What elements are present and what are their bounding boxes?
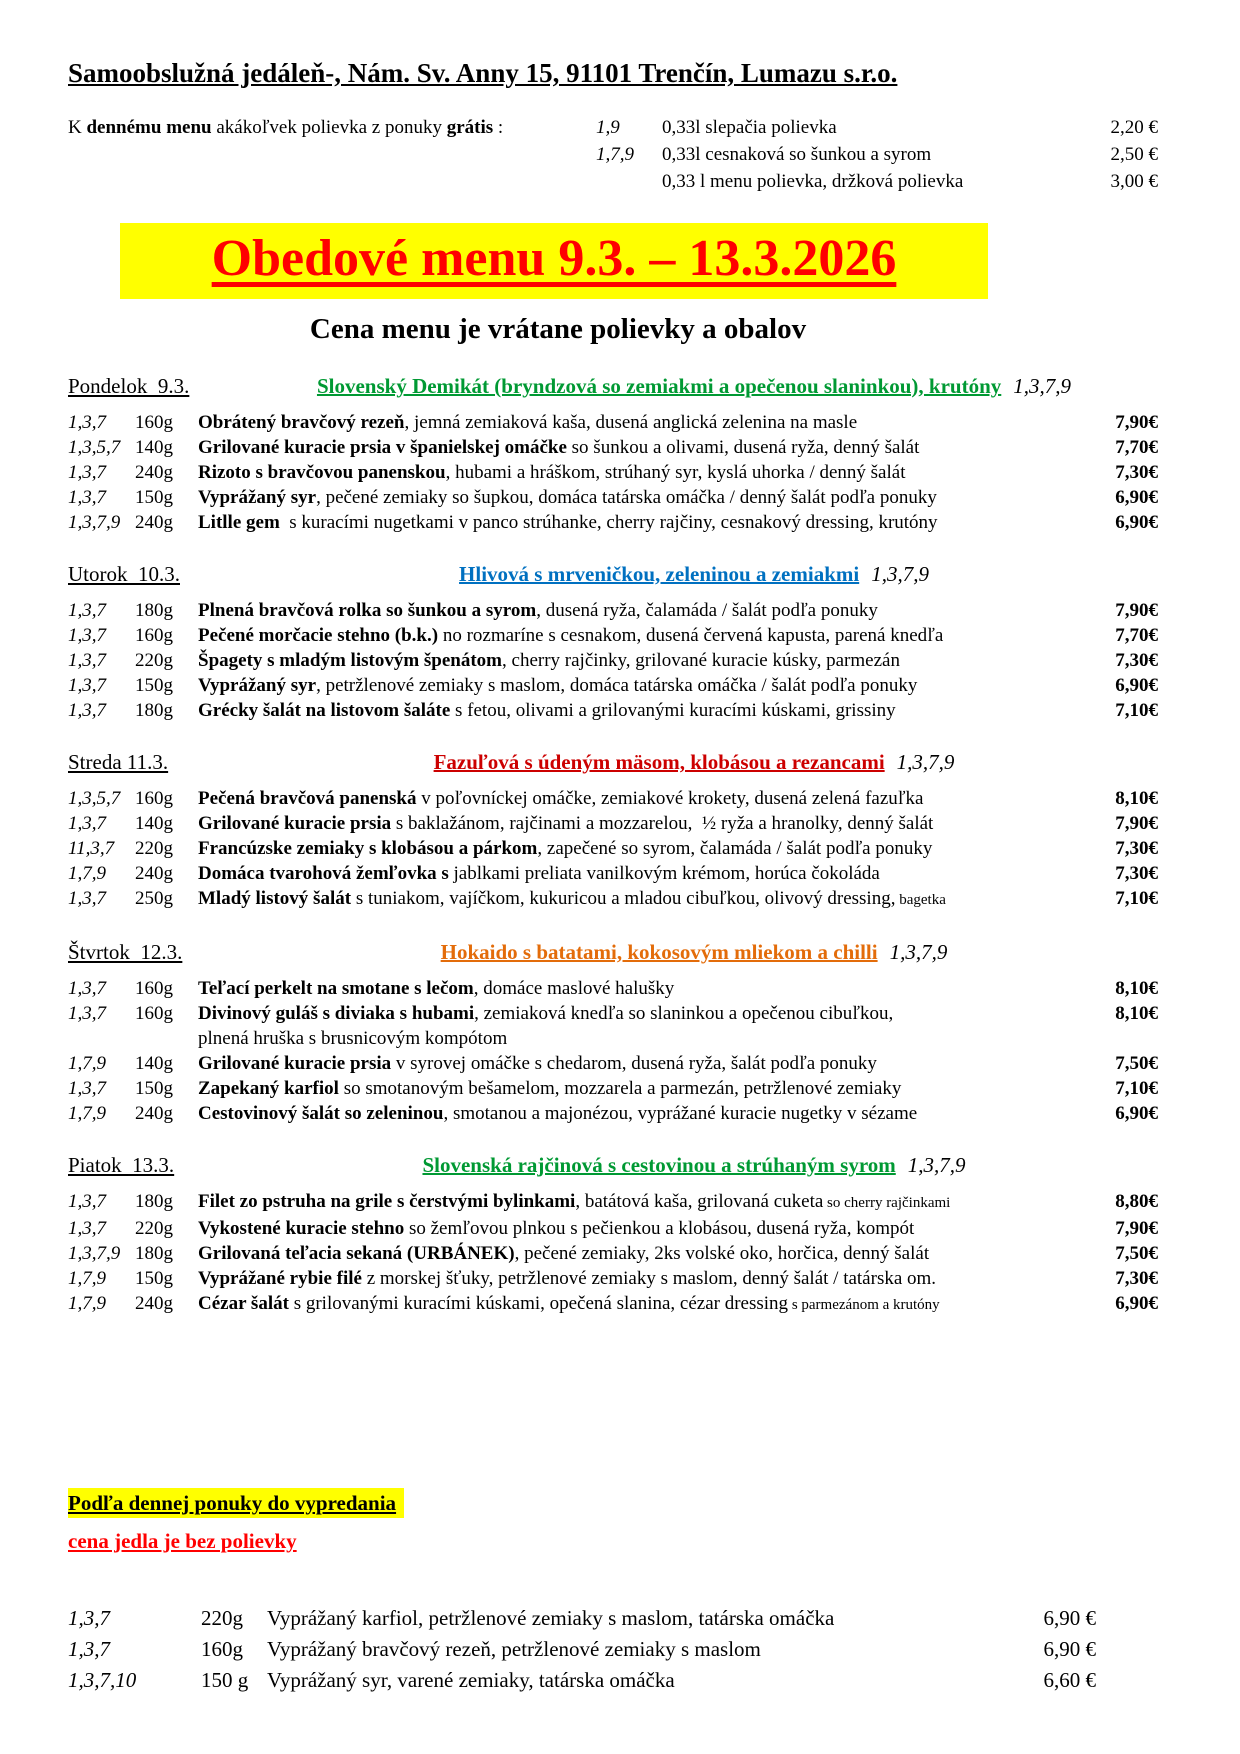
item-text: Pečená bravčová panenská v poľovníckej omáčke, zemiakové krokety, dusená zelená fazuľka [198,788,924,809]
item-price: 8,10€ [1115,788,1158,809]
day-items [68,410,1158,535]
item-text: Plnená bravčová rolka so šunkou a syrom, dusená ryža, čalamáda / šalát podľa ponuky [198,600,878,621]
soup-price: 2,20 € [1110,117,1158,138]
day-items [68,976,1158,1126]
item-text: Teľací perkelt na smotane s lečom, domáce maslové halušky [198,978,675,999]
item-weight: 140g [135,813,173,834]
day-section-utorok [68,561,1158,723]
allergen-code: 1,3,7 [68,888,106,909]
day-header [68,939,1158,966]
day-header [68,561,1158,588]
item-text: Cézar šalát s grilovanými kuracími kúskami, opečená slanina, cézar dressing s parmezánom a krutóny [198,1293,940,1314]
menu-title-banner [120,223,988,299]
item-text: Grécky šalát na listovom šaláte s fetou, olivami a grilovanými kuracími kúskami, grissiny [198,700,896,721]
soup-name: 0,33l slepačia polievka [662,117,837,138]
allergen-code: 1,7,9 [68,1268,106,1289]
item-price: 7,50€ [1115,1243,1158,1264]
daily-offer-footer [68,1488,1158,1696]
item-price: 8,10€ [1115,978,1158,999]
item-price: 7,30€ [1115,1268,1158,1289]
item-text: Pečené morčacie stehno (b.k.) no rozmaríne s cesnakom, dusená červená kapusta, parená knedľa [198,625,944,646]
allergen-code: 1,3,7 [68,1637,110,1661]
soup-name: 0,33l cesnaková so šunkou a syrom [662,144,932,165]
item-price: 7,30€ [1115,863,1158,884]
allergen-code: 1,3,7,9 [896,750,955,774]
day-section-pondelok [68,373,1158,535]
item-text: Zapekaný karfiol so smotanovým bešamelom, mozzarela a parmezán, petržlenové zemiaky [198,1078,902,1099]
item-weight: 150g [135,487,173,508]
item-text: Grilovaná teľacia sekaná (URBÁNEK), pečené zemiaky, 2ks volské oko, horčica, denný šalát [198,1243,930,1264]
allergen-code: 1,3,7 [68,487,106,508]
menu-item [68,435,1158,460]
allergen-code: 1,3,7 [68,813,106,834]
item-price: 7,70€ [1115,625,1158,646]
menu-item [68,861,1158,886]
gratis-row [68,114,1158,141]
menu-item [68,1001,1158,1051]
menu-item [68,811,1158,836]
allergen-code: 1,3,7 [68,1218,106,1239]
item-weight: 180g [135,1243,173,1264]
item-weight: 160g [201,1637,243,1661]
gratis-row [68,168,1158,195]
menu-item [68,673,1158,698]
gratis-row [68,141,1158,168]
item-text: Vyprážaný syr, pečené zemiaky so šupkou, domáca tatárska omáčka / denný šalát podľa ponuky [198,487,937,508]
allergen-code: 1,3,7 [68,978,106,999]
menu-item [68,598,1158,623]
day-soup: Slovenská rajčinová s cestovinou a strúhaným syrom [422,1153,896,1177]
item-weight: 140g [135,1053,173,1074]
menu-subtitle: Cena menu je vrátane polievky a obalov [309,313,807,345]
day-soup: Fazuľová s údeným mäsom, klobásou a rezancami [433,750,885,774]
footer-item [68,1665,1158,1696]
item-weight: 240g [135,863,173,884]
item-price: 8,10€ [1115,1003,1158,1024]
item-price: 7,90€ [1115,1218,1158,1239]
menu-item [68,1216,1158,1241]
menu-item [68,1241,1158,1266]
menu-item [68,1051,1158,1076]
item-price: 6,90€ [1115,1293,1158,1314]
menu-item [68,886,1158,913]
item-weight: 150g [135,675,173,696]
footer-item [68,1634,1158,1665]
day-items [68,1189,1158,1318]
menu-item [68,1266,1158,1291]
day-header [68,1152,1158,1179]
day-items [68,598,1158,723]
item-price: 7,90€ [1115,600,1158,621]
item-text: Vyprážaný karfiol, petržlenové zemiaky s maslom, tatárska omáčka [267,1606,835,1630]
item-text: Cestovinový šalát so zeleninou, smotanou a majonézou, vyprážané kuracie nugetky v sézame [198,1103,918,1124]
item-weight: 180g [135,700,173,721]
item-text: Vyprážaný bravčový rezeň, petržlenové zemiaky s maslom [267,1637,761,1661]
item-weight: 220g [135,1218,173,1239]
item-price: 8,80€ [1115,1191,1158,1212]
day-name: Pondelok 9.3. [68,374,190,398]
item-text: Litlle gem s kuracími nugetkami v panco strúhanke, cherry rajčiny, cesnakový dressing, krutóny [198,512,938,533]
item-weight: 250g [135,888,173,909]
day-name: Streda 11.3. [68,750,169,774]
menu-item [68,1076,1158,1101]
item-price: 7,30€ [1115,462,1158,483]
allergen-code: 1,3,7 [68,650,106,671]
item-text: Grilované kuracie prsia s baklažánom, rajčinami a mozzarelou, ½ ryža a hranolky, denný šalát [198,813,934,834]
item-price: 6,90 € [1043,1637,1096,1661]
item-price: 6,90€ [1115,1103,1158,1124]
item-weight: 220g [201,1606,243,1630]
allergen-code: 1,3,7,9 [871,562,929,586]
allergen-code: 1,3,7 [68,700,106,721]
menu-item [68,836,1158,861]
menu-item [68,976,1158,1001]
item-text: Vyprážané rybie filé z morskej šťuky, petržlenové zemiaky s maslom, denný šalát / tatárska om. [198,1268,937,1289]
item-price: 6,90€ [1115,487,1158,508]
item-price: 7,10€ [1115,700,1158,721]
day-items [68,786,1158,913]
footer-red-line: cena jedla je bez polievky [68,1529,297,1553]
item-price: 6,60 € [1043,1668,1096,1692]
item-text: Vykostené kuracie stehno so žemľovou plnkou s pečienkou a klobásou, dusená ryža, kompót [198,1218,915,1239]
menu-item [68,410,1158,435]
item-price: 7,10€ [1115,1078,1158,1099]
item-weight: 160g [135,788,173,809]
menu-item [68,1189,1158,1216]
day-name: Štvrtok 12.3. [68,940,183,964]
allergen-code: 1,7,9 [68,1103,106,1124]
footer-highlight-line: Podľa dennej ponuky do vypredania [68,1488,404,1518]
item-text: Špagety s mladým listovým špenátom, cherry rajčinky, grilované kuracie kúsky, parmezán [198,650,900,671]
allergen-code [596,168,662,195]
item-price: 7,90€ [1115,813,1158,834]
item-text: Grilované kuracie prsia v španielskej omáčke so šunkou a olivami, dusená ryža, denný šalát [198,437,920,458]
allergen-code: 1,3,7,9 [1013,374,1072,398]
item-weight: 180g [135,600,173,621]
allergen-code: 11,3,7 [68,838,115,859]
footer-item [68,1603,1158,1634]
allergen-code: 1,3,7,9 [907,1153,966,1177]
item-price: 7,30€ [1115,650,1158,671]
menu-item [68,460,1158,485]
allergen-code: 1,3,5,7 [68,788,121,809]
menu-item [68,786,1158,811]
item-text: Vyprážaný syr, petržlenové zemiaky s maslom, domáca tatárska omáčka / šalát podľa ponuky [198,675,918,696]
item-price: 7,50€ [1115,1053,1158,1074]
soup-price: 3,00 € [1110,171,1158,192]
item-weight: 240g [135,1293,173,1314]
day-header [68,749,1158,776]
item-price: 7,10€ [1115,888,1158,909]
day-section-streda [68,749,1158,913]
menu-item [68,623,1158,648]
allergen-code: 1,3,7 [68,600,106,621]
soup-name: 0,33 l menu polievka, držková polievka [662,171,964,192]
day-name: Piatok 13.3. [68,1153,175,1177]
item-weight: 150g [135,1268,173,1289]
gratis-soups-block [68,114,1158,195]
allergen-code: 1,3,7,10 [68,1668,137,1692]
item-weight: 150 g [201,1668,249,1692]
item-weight: 220g [135,650,173,671]
item-price: 6,90€ [1115,512,1158,533]
allergen-code: 1,3,5,7 [68,437,121,458]
day-section-piatok [68,1152,1158,1318]
soup-price: 2,50 € [1110,144,1158,165]
item-text: Rizoto s bravčovou panenskou, hubami a hráškom, strúhaný syr, kyslá uhorka / denný šalát [198,462,906,483]
allergen-code: 1,9 [596,117,620,138]
allergen-code: 1,7,9 [68,863,106,884]
allergen-code: 1,3,7 [68,1606,110,1630]
allergen-code: 1,3,7 [68,462,106,483]
item-text: Obrátený bravčový rezeň, jemná zemiaková kaša, dusená anglická zelenina na masle [198,412,858,433]
menu-item [68,510,1158,535]
allergen-code: 1,3,7 [68,1003,106,1024]
item-weight: 180g [135,1191,173,1212]
item-weight: 240g [135,512,173,533]
item-price: 7,90€ [1115,412,1158,433]
day-soup: Hlivová s mrveničkou, zeleninou a zemiakmi [459,562,860,586]
menu-item [68,698,1158,723]
item-text: Grilované kuracie prsia v syrovej omáčke s chedarom, dusená ryža, šalát podľa ponuky [198,1053,877,1074]
item-price: 7,70€ [1115,437,1158,458]
item-text: Domáca tvarohová žemľovka s jablkami preliata vanilkovým krémom, horúca čokoláda [198,863,880,884]
day-soup: Hokaido s batatami, kokosovým mliekom a chilli [440,940,878,964]
menu-item [68,648,1158,673]
item-weight: 160g [135,978,173,999]
allergen-code: 1,3,7 [68,1078,106,1099]
day-soup: Slovenský Demikát (bryndzová so zemiakmi a opečenou slaninkou), krutóny [316,374,1002,398]
allergen-code: 1,7,9 [68,1293,106,1314]
allergen-code: 1,3,7 [68,625,106,646]
footer-items [68,1603,1158,1696]
item-text: Francúzske zemiaky s klobásou a párkom, zapečené so syrom, čalamáda / šalát podľa ponuky [198,838,933,859]
item-text: Filet zo pstruha na grile s čerstvými bylinkami, batátová kaša, grilovaná cuketa so cherry rajčinkami [198,1191,951,1212]
item-weight: 240g [135,1103,173,1124]
menu-item [68,1291,1158,1318]
item-weight: 240g [135,462,173,483]
item-weight: 160g [135,1003,173,1024]
allergen-code: 1,3,7,9 [889,940,948,964]
menu-item [68,1101,1158,1126]
item-weight: 220g [135,838,173,859]
allergen-code: 1,3,7 [68,675,106,696]
allergen-code: 1,3,7 [68,1191,106,1212]
item-text: Divinový guláš s diviaka s hubami, zemiaková knedľa so slaninkou a opečenou cibuľkou, plnená hruška s brusnicovým kompótom [198,1001,1096,1051]
menu-item [68,485,1158,510]
item-weight: 160g [135,625,173,646]
allergen-code: 1,7,9 [68,1053,106,1074]
item-price: 7,30€ [1115,838,1158,859]
item-text-line2: plnená hruška s brusnicovým kompótom [198,1028,508,1049]
page-title: Samoobslužná jedáleň-, Nám. Sv. Anny 15, 91101 Trenčín, Lumazu s.r.o. [68,58,898,88]
item-text: Mladý listový šalát s tuniakom, vajíčkom, kukuricou a mladou cibuľkou, olivový dressing, bagetka [198,888,946,909]
gratis-label: K dennému menu akákoľvek polievka z ponuky grátis : [68,117,504,138]
allergen-code: 1,3,7,9 [68,1243,121,1264]
item-price: 6,90€ [1115,675,1158,696]
allergen-code: 1,3,7 [68,412,106,433]
allergen-code: 1,3,7,9 [68,512,121,533]
day-header [68,373,1158,400]
item-weight: 140g [135,437,173,458]
item-weight: 150g [135,1078,173,1099]
menu-title: Obedové menu 9.3. – 13.3.2026 [211,230,897,287]
day-name: Utorok 10.3. [68,562,180,586]
day-section-stvrtok [68,939,1158,1126]
item-text: Vyprážaný syr, varené zemiaky, tatárska omáčka [267,1668,675,1692]
item-weight: 160g [135,412,173,433]
allergen-code: 1,7,9 [596,144,634,165]
item-price: 6,90 € [1043,1606,1096,1630]
